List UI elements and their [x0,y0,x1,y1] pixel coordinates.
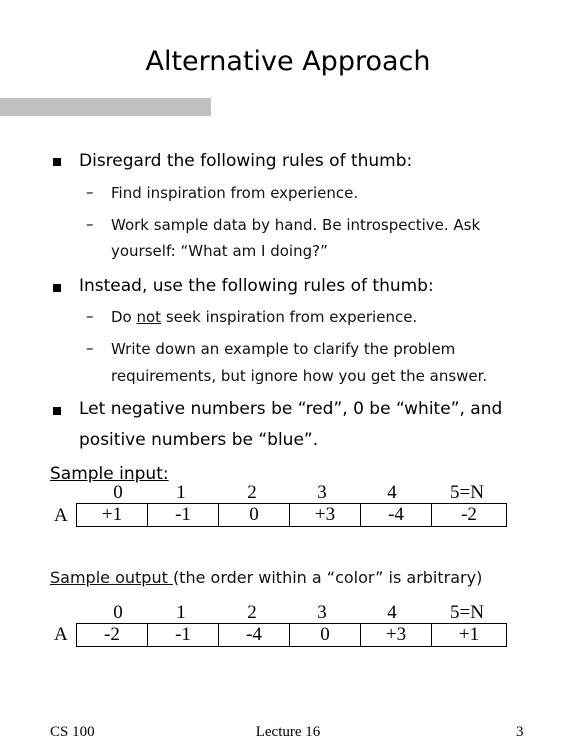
footer-lecture: Lecture 16 [255,724,321,740]
list-item-text: seek inspiration from experience. [161,308,418,326]
bullet-square-icon [53,158,61,166]
list-item: Write down an example to clarify the problem [111,340,456,358]
slide-title: Alternative Approach [145,46,431,77]
array-cell: 0 [290,624,361,647]
array-cell: +3 [290,504,361,527]
list-item-continuation: requirements, but ignore how you get the answer. [111,367,488,385]
array-cell: -1 [148,624,219,647]
array-cell: -1 [148,504,219,527]
array-cell: +1 [432,624,507,647]
array-name: A [54,505,68,526]
array-index: 1 [176,482,186,503]
array-index: 4 [387,482,397,503]
section-heading: Disregard the following rules of thumb: [79,151,413,171]
array-index: 3 [317,482,327,503]
array-index: 5=N [450,602,484,623]
sample-output-label-note: (the order within a “color” is arbitrary) [172,568,483,587]
section-heading-continuation: positive numbers be “blue”. [79,430,319,450]
array-index: 0 [113,482,123,503]
array-cell: +3 [361,624,432,647]
array-cell: -4 [361,504,432,527]
section-heading: Let negative numbers be “red”, 0 be “white”, and [79,399,503,419]
input-array [76,503,507,527]
list-item: Work sample data by hand. Be introspective. Ask [111,216,481,234]
array-index: 5=N [450,482,484,503]
sample-output-label-underlined: Sample output [50,568,173,587]
dash-icon: – [86,339,94,357]
array-cell: -2 [432,504,507,527]
array-index: 3 [317,602,327,623]
sample-output-label [50,568,482,587]
dash-icon: – [86,307,94,325]
title-accent-bar [0,98,211,116]
output-array [76,623,507,647]
footer-course: CS 100 [50,724,95,740]
bullet-square-icon [53,284,61,292]
table-row [77,504,507,527]
section-heading: Instead, use the following rules of thumb: [79,276,434,296]
array-name: A [54,624,68,645]
array-index: 0 [113,602,123,623]
array-cell: -4 [219,624,290,647]
dash-icon: – [86,215,94,233]
array-cell: -2 [77,624,148,647]
bullet-square-icon [53,407,61,415]
list-item-continuation: yourself: “What am I doing?” [111,242,328,260]
array-index: 2 [247,482,257,503]
list-item: Find inspiration from experience. [111,184,359,202]
dash-icon: – [86,183,94,201]
array-index: 4 [387,602,397,623]
emphasis-text: not [136,308,162,326]
array-index: 1 [176,602,186,623]
array-index: 2 [247,602,257,623]
array-cell: 0 [219,504,290,527]
table-row [77,624,507,647]
page-number: 3 [516,724,524,740]
sample-input-label: Sample input: [50,464,169,484]
list-item-text: Do [111,308,137,326]
list-item [111,308,417,326]
array-cell: +1 [77,504,148,527]
